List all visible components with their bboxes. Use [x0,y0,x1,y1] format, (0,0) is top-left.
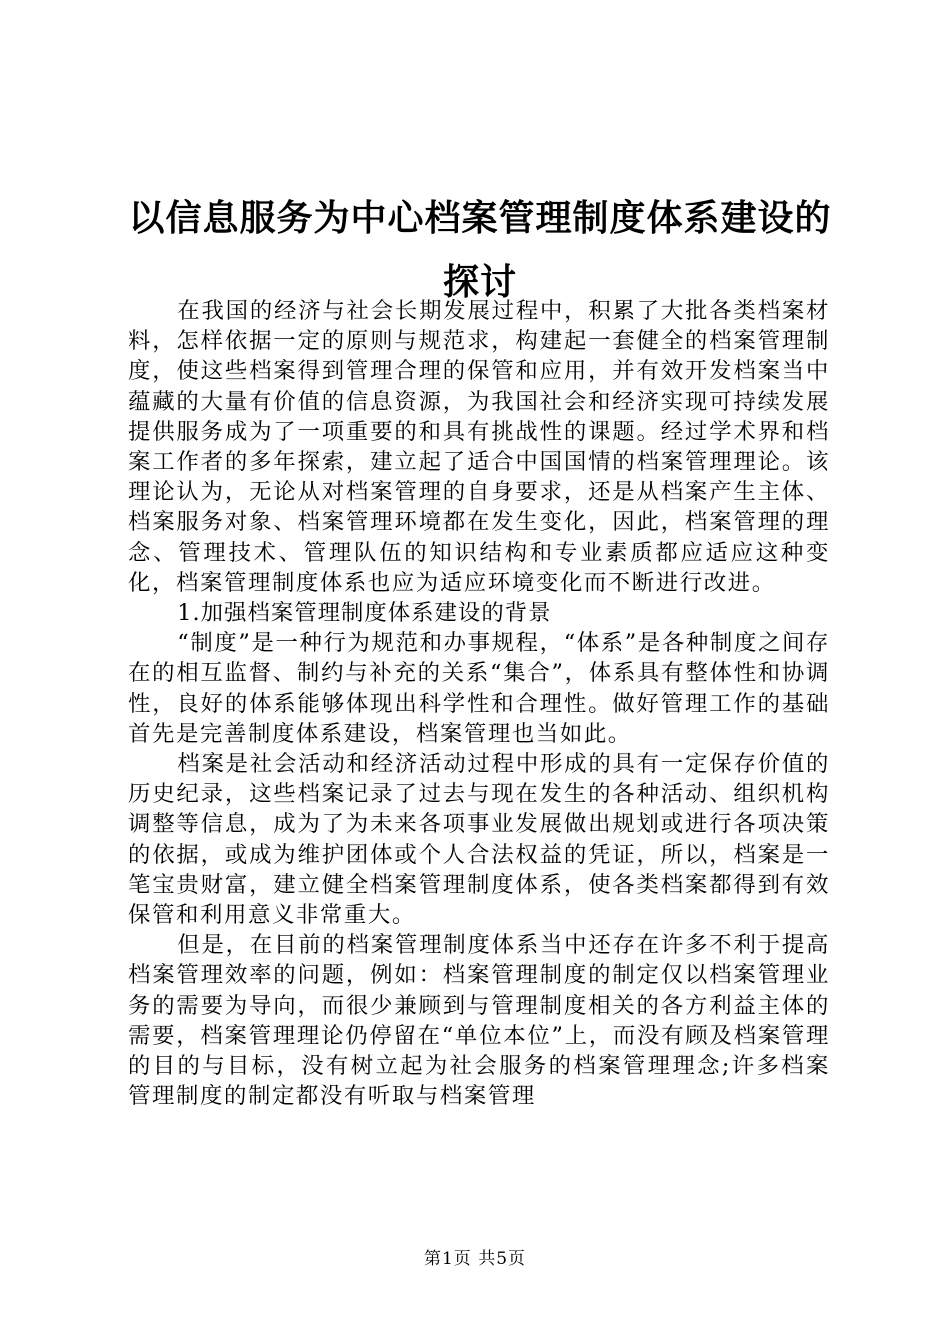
paragraph-archive-value: 档案是社会活动和经济活动过程中形成的具有一定保存价值的历史纪录，这些档案记录了过去与现在发生的各种活动、组织机构调整等信息，成为了为未来各项事业发展做出规划或进行各项决策的依据，或成为维护团体或个人合法权益的凭证，所以，档案是一笔宝贵财富，建立健全档案管理制度体系，使各类档案都得到有效保管和利用意义非常重大。 [128,751,830,929]
section-heading: 1.加强档案管理制度体系建设的背景 [177,600,552,627]
document-title: 以信息服务为中心档案管理制度体系建设的探讨 [128,197,832,303]
paragraph-problems: 但是，在目前的档案管理制度体系当中还存在许多不利于提高档案管理效率的问题，例如：档案管理制度的制定仅以档案管理业务的需要为导向，而很少兼顾到与管理制度相关的各方利益主体的需要，档案管理理论仍停留在“单位本位”上，而没有顾及档案管理的目的与目标，没有树立起为社会服务的档案管理理念;许多档案管理制度的制定都没有听取与档案管理 [128,932,830,1110]
paragraph-definition: “制度”是一种行为规范和办事规程，“体系”是各种制度之间存在的相互监督、制约与补充的关系“集合”，体系具有整体性和协调性，良好的体系能够体现出科学性和合理性。做好管理工作的基础首先是完善制度体系建设，档案管理也当如此。 [128,630,830,747]
page-footer: 第1页 共5页 [423,1249,527,1269]
document-body [128,296,830,1111]
paragraph-intro: 在我国的经济与社会长期发展过程中，积累了大批各类档案材料，怎样依据一定的原则与规范求，构建起一套健全的档案管理制度，使这些档案得到管理合理的保管和应用，并有效开发档案当中蕴藏的大量有价值的信息资源，为我国社会和经济实现可持续发展提供服务成为了一项重要的和具有挑战性的课题。经过学术界和档案工作者的多年探索，建立起了适合中国国情的档案管理理论。该理论认为，无论从对档案管理的自身要求，还是从档案产生主体、档案服务对象、档案管理环境都在发生变化，因此，档案管理的理念、管理技术、管理队伍的知识结构和专业素质都应适应这种变化，档案管理制度体系也应为适应环境变化而不断进行改进。 [128,298,830,596]
